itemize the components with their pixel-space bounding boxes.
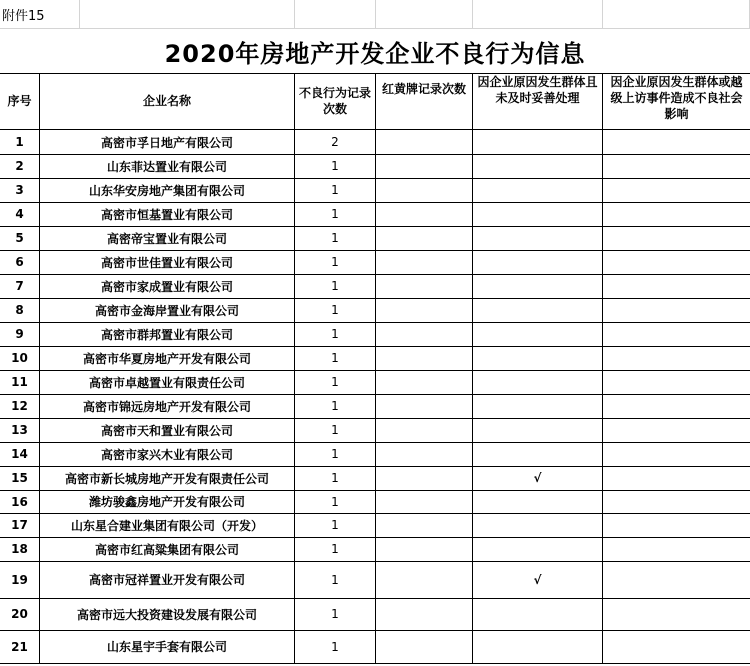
row-red-yellow	[376, 346, 473, 370]
row-index: 8	[0, 298, 40, 322]
row-index: 14	[0, 442, 40, 466]
row-bad-count: 1	[295, 418, 376, 442]
row-mass-not-handled	[473, 130, 603, 154]
row-mass-not-handled	[473, 418, 603, 442]
row-red-yellow	[376, 250, 473, 274]
row-company: 高密市卓越置业有限责任公司	[40, 370, 295, 394]
row-bad-count: 1	[295, 154, 376, 178]
row-red-yellow	[376, 178, 473, 202]
row-red-yellow	[376, 226, 473, 250]
header-company: 企业名称	[40, 73, 295, 129]
row-mass-petition	[603, 537, 750, 561]
table-row	[0, 561, 750, 599]
row-mass-petition	[603, 226, 750, 250]
row-mass-not-handled	[473, 598, 603, 630]
row-bad-count: 1	[295, 370, 376, 394]
row-red-yellow	[376, 154, 473, 178]
header-red-yellow: 红黄牌记录次数	[376, 73, 473, 129]
row-company: 高密市群邦置业有限公司	[40, 322, 295, 346]
row-mass-petition	[603, 274, 750, 298]
row-company: 高密市家兴木业有限公司	[40, 442, 295, 466]
row-bad-count: 1	[295, 598, 376, 630]
row-index: 13	[0, 418, 40, 442]
row-mass-petition	[603, 298, 750, 322]
row-red-yellow	[376, 322, 473, 346]
row-company: 高密市冠祥置业开发有限公司	[40, 561, 295, 598]
row-index: 16	[0, 490, 40, 513]
row-index: 2	[0, 154, 40, 178]
table-row	[0, 418, 750, 443]
row-red-yellow	[376, 513, 473, 537]
row-index: 18	[0, 537, 40, 561]
row-index: 21	[0, 630, 40, 663]
row-red-yellow	[376, 630, 473, 663]
row-mass-petition	[603, 490, 750, 513]
row-index: 10	[0, 346, 40, 370]
row-index: 6	[0, 250, 40, 274]
row-mass-petition	[603, 513, 750, 537]
table-row	[0, 154, 750, 179]
row-red-yellow	[376, 466, 473, 490]
row-red-yellow	[376, 298, 473, 322]
row-company: 山东菲达置业有限公司	[40, 154, 295, 178]
row-mass-petition	[603, 130, 750, 154]
row-mass-petition	[603, 250, 750, 274]
row-mass-petition	[603, 154, 750, 178]
row-bad-count: 1	[295, 298, 376, 322]
row-company: 高密市华夏房地产开发有限公司	[40, 346, 295, 370]
row-red-yellow	[376, 394, 473, 418]
row-mass-not-handled	[473, 370, 603, 394]
row-company: 潍坊骏鑫房地产开发有限公司	[40, 490, 295, 513]
row-company: 高密市恒基置业有限公司	[40, 202, 295, 226]
row-company: 高密市世佳置业有限公司	[40, 250, 295, 274]
row-index: 11	[0, 370, 40, 394]
row-bad-count: 1	[295, 274, 376, 298]
header-mass-not-handled: 因企业原因发生群体且未及时妥善处理	[473, 73, 603, 129]
header-mass-petition: 因企业原因发生群体或越级上访事件造成不良社会影响	[610, 75, 743, 121]
header-index: 序号	[0, 73, 40, 129]
row-index: 17	[0, 513, 40, 537]
table-row	[0, 346, 750, 371]
row-mass-petition	[603, 466, 750, 490]
empty-cell	[603, 0, 750, 29]
table-row	[0, 394, 750, 419]
row-company: 山东华安房地产集团有限公司	[40, 178, 295, 202]
row-mass-not-handled	[473, 322, 603, 346]
row-company: 高密市红高粱集团有限公司	[40, 537, 295, 561]
table-row	[0, 130, 750, 155]
row-red-yellow	[376, 561, 473, 598]
row-company: 高密市金海岸置业有限公司	[40, 298, 295, 322]
row-bad-count: 1	[295, 513, 376, 537]
row-mass-not-handled	[473, 442, 603, 466]
row-index: 1	[0, 130, 40, 154]
row-mass-not-handled	[473, 346, 603, 370]
row-mass-not-handled	[473, 513, 603, 537]
row-bad-count: 1	[295, 346, 376, 370]
row-index: 12	[0, 394, 40, 418]
row-mass-not-handled	[473, 154, 603, 178]
table-row	[0, 513, 750, 538]
row-bad-count: 1	[295, 250, 376, 274]
page-title: 2020年房地产开发企业不良行为信息	[164, 39, 586, 68]
row-bad-count: 1	[295, 490, 376, 513]
row-mass-not-handled	[473, 250, 603, 274]
row-mass-petition	[603, 370, 750, 394]
row-bad-count: 1	[295, 442, 376, 466]
attachment-row	[0, 0, 750, 29]
row-bad-count: 1	[295, 226, 376, 250]
table-row	[0, 322, 750, 347]
row-index: 9	[0, 322, 40, 346]
empty-cell	[295, 0, 376, 29]
row-bad-count: 1	[295, 561, 376, 598]
row-mass-petition	[603, 394, 750, 418]
row-mass-not-handled	[473, 537, 603, 561]
title-row	[0, 29, 750, 74]
row-mass-petition	[603, 630, 750, 663]
row-mass-not-handled: √	[473, 466, 603, 490]
table-row	[0, 490, 750, 514]
row-company: 高密市新长城房地产开发有限责任公司	[40, 466, 295, 490]
row-red-yellow	[376, 490, 473, 513]
table-row	[0, 274, 750, 299]
row-bad-count: 1	[295, 394, 376, 418]
row-company: 山东星宇手套有限公司	[40, 630, 295, 663]
row-mass-not-handled	[473, 490, 603, 513]
row-bad-count: 1	[295, 202, 376, 226]
header-bad-count: 不良行为记录次数	[295, 73, 376, 129]
row-red-yellow	[376, 442, 473, 466]
row-bad-count: 1	[295, 537, 376, 561]
row-index: 19	[0, 561, 40, 598]
row-company: 高密市天和置业有限公司	[40, 418, 295, 442]
row-company: 高密市锦远房地产开发有限公司	[40, 394, 295, 418]
row-red-yellow	[376, 537, 473, 561]
table-row	[0, 250, 750, 275]
row-red-yellow	[376, 598, 473, 630]
row-bad-count: 2	[295, 130, 376, 154]
empty-cell	[80, 0, 295, 29]
row-mass-petition	[603, 202, 750, 226]
attachment-label: 附件15	[0, 0, 80, 29]
row-red-yellow	[376, 202, 473, 226]
table-row	[0, 298, 750, 323]
table-row	[0, 630, 750, 664]
row-company: 高密市孚日地产有限公司	[40, 130, 295, 154]
row-red-yellow	[376, 370, 473, 394]
row-bad-count: 1	[295, 630, 376, 663]
row-mass-petition	[603, 561, 750, 598]
row-red-yellow	[376, 274, 473, 298]
row-mass-petition	[603, 346, 750, 370]
row-company: 高密帝宝置业有限公司	[40, 226, 295, 250]
row-mass-not-handled	[473, 226, 603, 250]
row-mass-petition	[603, 178, 750, 202]
row-company: 高密市家成置业有限公司	[40, 274, 295, 298]
row-mass-petition	[603, 418, 750, 442]
table-row	[0, 202, 750, 227]
row-mass-not-handled: √	[473, 561, 603, 598]
row-mass-not-handled	[473, 298, 603, 322]
table-header	[0, 73, 750, 130]
row-index: 15	[0, 466, 40, 490]
row-index: 3	[0, 178, 40, 202]
table-row	[0, 370, 750, 395]
empty-cell	[473, 0, 603, 29]
row-bad-count: 1	[295, 178, 376, 202]
table-row	[0, 226, 750, 251]
table-row	[0, 598, 750, 631]
row-company: 高密市远大投资建设发展有限公司	[40, 598, 295, 630]
row-mass-petition	[603, 442, 750, 466]
row-red-yellow	[376, 418, 473, 442]
row-mass-not-handled	[473, 202, 603, 226]
table-row	[0, 178, 750, 203]
row-bad-count: 1	[295, 322, 376, 346]
row-mass-petition	[603, 322, 750, 346]
row-mass-petition	[603, 598, 750, 630]
row-index: 5	[0, 226, 40, 250]
row-index: 4	[0, 202, 40, 226]
table-row	[0, 466, 750, 491]
row-company: 山东星合建业集团有限公司（开发）	[40, 513, 295, 537]
row-bad-count: 1	[295, 466, 376, 490]
row-mass-not-handled	[473, 630, 603, 663]
row-red-yellow	[376, 130, 473, 154]
empty-cell	[376, 0, 473, 29]
row-mass-not-handled	[473, 394, 603, 418]
row-mass-not-handled	[473, 274, 603, 298]
table-row	[0, 537, 750, 562]
table-row	[0, 442, 750, 467]
row-index: 7	[0, 274, 40, 298]
row-index: 20	[0, 598, 40, 630]
row-mass-not-handled	[473, 178, 603, 202]
